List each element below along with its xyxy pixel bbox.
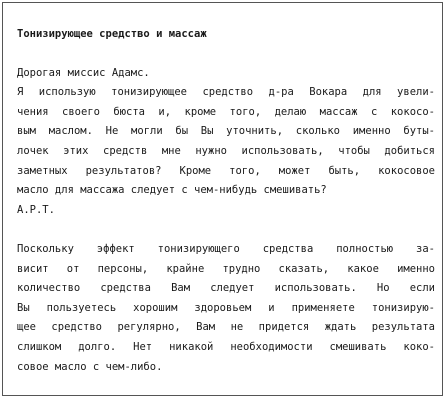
letter-line: Я использую тонизирующее средство д-ра Вокара для увели-: [17, 86, 435, 99]
answer-line: щее средство регулярно, Вам не придется ждать результата: [17, 321, 435, 334]
paragraph-gap: [17, 220, 435, 240]
letter-line: заметных результатов? Кроме того, может быть, кокосовое: [17, 164, 435, 177]
answer-line: совое масло с чем-либо.: [17, 360, 163, 373]
letter-line: лочек этих средств мне нужно использовать, чтобы добиться: [17, 144, 435, 157]
article-frame: [2, 2, 443, 396]
letter-signature: А.Р.Т.: [17, 203, 55, 216]
letter-line: чения своего бюста и, кроме того, делаю массаж с кокосо-: [17, 105, 435, 118]
letter-greeting: Дорогая миссис Адамс.: [17, 66, 150, 79]
answer-line: количество средства Вам следует использовать. Но если: [17, 282, 435, 295]
answer-line: висит от персоны, крайне трудно сказать, какое именно: [17, 262, 435, 275]
article-title: Тонизирующее средство и массаж: [17, 28, 207, 40]
letter-paragraph: [17, 64, 435, 221]
letter-line: масло для массажа следует с чем-нибудь смешивать?: [17, 184, 327, 197]
answer-line: Поскольку эффект тонизирующего средства полностью за-: [17, 242, 435, 255]
article-content: [17, 25, 435, 377]
answer-paragraph: [17, 240, 435, 377]
answer-line: Вы пользуетесь хорошим здоровьем и применяете тонизирую-: [17, 301, 435, 314]
letter-line: вым маслом. Не могли бы Вы уточнить, сколько именно буты-: [17, 125, 435, 138]
answer-line: слишком долго. Нет никакой необходимости смешивать коко-: [17, 340, 435, 353]
